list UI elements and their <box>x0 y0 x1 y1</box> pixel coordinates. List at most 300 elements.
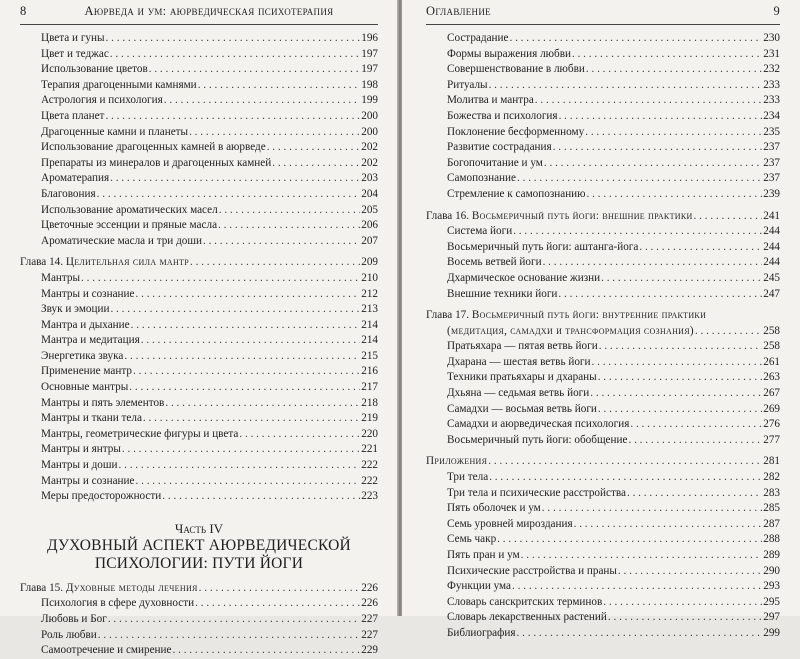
chapter-page: 258 <box>763 324 780 337</box>
leader-dots <box>599 339 763 355</box>
toc-entry <box>426 548 780 564</box>
toc-entry-title: Молитва и мантра <box>447 94 534 107</box>
toc-entry-title: Словарь лекарственных растений <box>447 611 607 624</box>
toc-entry-page: 199 <box>361 94 378 107</box>
toc-entry <box>20 156 378 172</box>
toc-entry <box>20 171 378 187</box>
leader-dots <box>195 596 360 612</box>
toc-entry <box>20 489 378 505</box>
toc-entry-page: 200 <box>361 125 378 138</box>
toc-entry-page: 230 <box>763 32 780 44</box>
leader-dots <box>598 402 762 418</box>
toc-entry-page: 258 <box>763 340 780 353</box>
leader-dots <box>136 474 361 490</box>
toc-entry-page: 239 <box>763 187 780 200</box>
toc-entry-page: 235 <box>763 125 780 138</box>
chapter-page: 241 <box>763 209 780 222</box>
toc-entry <box>20 31 378 47</box>
page-number: 8 <box>20 4 27 18</box>
toc-entry <box>20 442 378 458</box>
toc-entry <box>20 318 378 334</box>
leader-dots <box>239 427 360 443</box>
toc-entry-page: 237 <box>763 172 780 185</box>
toc-entry-page: 232 <box>763 63 780 76</box>
toc-entry-title: Семь уровней мироздания <box>447 517 573 530</box>
leader-dots <box>618 564 762 580</box>
leader-dots <box>513 224 762 240</box>
leader-dots <box>512 579 762 595</box>
toc-entry <box>20 187 378 203</box>
leader-dots <box>559 109 763 125</box>
leader-dots <box>199 581 361 597</box>
toc-entry-title: Использование драгоценных камней в аюрведе <box>41 141 266 154</box>
part-heading <box>20 521 378 573</box>
part-label: Часть IV <box>174 520 224 536</box>
leader-dots <box>585 125 762 141</box>
toc-entry <box>426 355 780 371</box>
toc-entry <box>426 93 780 109</box>
leader-dots <box>509 31 762 47</box>
toc-entry-page: 217 <box>361 381 378 394</box>
chapter-page: 281 <box>763 455 780 468</box>
toc-entry <box>426 140 780 156</box>
leader-dots <box>553 140 763 156</box>
toc-entry-title: Использование ароматических масел <box>41 203 218 216</box>
toc-entry-title: Применение мантр <box>41 365 132 378</box>
toc-entry-title: Сострадание <box>447 32 509 44</box>
toc-entry-page: 197 <box>361 47 378 60</box>
toc-entry-page: 229 <box>361 644 378 657</box>
toc-entry <box>20 218 378 234</box>
leader-dots <box>587 187 763 203</box>
toc-entry <box>20 78 378 94</box>
leader-dots <box>586 62 762 78</box>
toc-left <box>20 31 378 659</box>
leader-dots <box>543 255 763 271</box>
leader-dots <box>106 31 361 47</box>
leader-dots <box>535 93 762 109</box>
toc-entry <box>426 595 780 611</box>
toc-entry <box>426 62 780 78</box>
toc-entry-page: 269 <box>763 402 780 415</box>
toc-entry <box>20 140 378 156</box>
toc-entry <box>426 370 780 386</box>
toc-entry-page: 277 <box>763 433 780 446</box>
leader-dots <box>173 643 361 659</box>
toc-entry-title: Ароматические масла и три доши <box>41 234 202 247</box>
right-running-header <box>426 0 780 25</box>
toc-entry <box>20 287 378 303</box>
leader-dots <box>97 187 361 203</box>
toc-entry-page: 237 <box>763 141 780 154</box>
chapter-title: Восьмеричный путь йоги: внешние практики <box>471 209 693 222</box>
running-title: Оглавление <box>426 4 491 18</box>
toc-entry-page: 276 <box>763 418 780 431</box>
left-running-header <box>20 0 378 25</box>
leader-dots <box>162 489 360 505</box>
toc-entry-title: Пять оболочек и ум <box>447 502 541 515</box>
toc-entry-title: Развитие сострадания <box>447 141 552 154</box>
toc-entry-title: Психические расстройства и праны <box>447 564 617 577</box>
toc-entry-title: Самопознание <box>447 172 516 185</box>
toc-entry-page: 285 <box>763 502 780 515</box>
toc-entry-title: Основные мантры <box>41 381 129 394</box>
leader-dots <box>143 411 360 427</box>
chapter-heading <box>20 255 378 271</box>
chapter-heading <box>426 308 780 339</box>
toc-entry-page: 299 <box>763 626 780 639</box>
toc-entry <box>20 234 378 250</box>
toc-entry-title: Ароматерапия <box>41 172 110 185</box>
leader-dots <box>572 47 762 63</box>
leader-dots <box>119 458 361 474</box>
leader-dots <box>133 364 360 380</box>
toc-entry-page: 202 <box>361 156 378 169</box>
running-title: Аюрведа и ум: аюрведическая психотерапия <box>84 4 334 18</box>
toc-entry <box>426 187 780 203</box>
chapter-prefix: Глава 16. <box>426 209 470 222</box>
toc-entry-title: Препараты из минералов и драгоценных камней <box>41 156 272 169</box>
toc-entry-page: 226 <box>361 597 378 610</box>
toc-entry-title: Самадхи и аюрведическая психология <box>447 418 630 431</box>
toc-entry <box>426 433 780 449</box>
toc-entry <box>20 380 378 396</box>
toc-entry-page: 282 <box>763 471 780 484</box>
toc-entry-title: Семь чакр <box>447 533 497 546</box>
leader-dots <box>489 470 762 486</box>
leader-dots <box>110 302 360 318</box>
toc-entry-title: Роль любви <box>41 628 97 641</box>
leader-dots <box>190 255 360 271</box>
leader-dots <box>136 287 361 303</box>
leader-dots <box>165 396 360 412</box>
toc-entry <box>20 302 378 318</box>
toc-entry-title: Библиография <box>447 626 516 639</box>
toc-entry-page: 214 <box>361 318 378 331</box>
toc-entry-title: Стремление к самопознанию <box>447 187 586 200</box>
chapter-heading <box>20 581 378 597</box>
toc-entry-title: Цвета и гуны <box>41 32 105 44</box>
toc-entry-page: 263 <box>763 371 780 384</box>
toc-entry <box>426 171 780 187</box>
leader-dots <box>590 386 762 402</box>
toc-entry <box>426 626 780 642</box>
toc-entry-page: 200 <box>361 109 378 122</box>
toc-entry-page: 244 <box>763 240 780 253</box>
toc-entry <box>20 427 378 443</box>
toc-entry <box>20 93 378 109</box>
part-title-line-1: ДУХОВНЫЙ АСПЕКТ АЮРВЕДИЧЕСКОЙ <box>47 536 351 554</box>
leader-dots <box>122 442 360 458</box>
toc-entry-title: Звук и эмоции <box>41 303 110 316</box>
toc-entry-page: 212 <box>361 287 378 300</box>
leader-dots <box>198 78 361 94</box>
toc-entry-title: Цвета планет <box>41 109 105 122</box>
chapter-heading <box>426 209 780 225</box>
toc-entry-title: Астрология и психология <box>41 94 163 107</box>
leader-dots <box>517 171 762 187</box>
leader-dots <box>592 355 763 371</box>
toc-section <box>20 596 378 658</box>
toc-entry-title: Внешние техники йоги <box>447 287 558 300</box>
toc-entry-page: 283 <box>763 486 780 499</box>
toc-entry <box>20 364 378 380</box>
toc-entry-title: Цвет и теджас <box>41 47 109 60</box>
toc-entry-title: Поклонение бесформенному <box>447 125 585 138</box>
toc-entry-page: 205 <box>361 203 378 216</box>
toc-entry <box>426 610 780 626</box>
toc-entry-page: 288 <box>763 533 780 546</box>
toc-entry-title: Психология в сфере духовности <box>41 597 195 610</box>
leader-dots <box>164 93 360 109</box>
leader-dots <box>542 501 762 517</box>
leader-dots <box>695 324 762 340</box>
toc-entry <box>20 271 378 287</box>
toc-entry-page: 196 <box>361 32 378 44</box>
toc-entry-page: 220 <box>361 427 378 440</box>
toc-entry <box>20 47 378 63</box>
leader-dots <box>124 349 360 365</box>
toc-entry-title: Ритуалы <box>447 78 488 91</box>
left-page <box>0 0 398 657</box>
toc-entry-page: 287 <box>763 517 780 530</box>
toc-entry-title: Восьмеричный путь йоги: аштанга-йога <box>447 240 639 253</box>
toc-entry-title: Дхармическое основание жизни <box>447 271 601 284</box>
toc-entry-title: Мантры и доши <box>41 459 118 472</box>
toc-entry-page: 222 <box>361 474 378 487</box>
toc-entry <box>20 628 378 644</box>
leader-dots <box>521 548 763 564</box>
toc-entry-title: Использование цветов <box>41 63 148 76</box>
toc-entry-page: 216 <box>361 365 378 378</box>
toc-entry <box>426 579 780 595</box>
toc-entry-title: Мантры и янтры <box>41 443 121 456</box>
toc-section <box>426 224 780 302</box>
toc-entry-title: Восемь ветвей йоги <box>447 256 542 269</box>
toc-entry-page: 245 <box>763 271 780 284</box>
toc-entry <box>426 386 780 402</box>
toc-right <box>426 31 780 642</box>
leader-dots <box>218 218 360 234</box>
toc-entry <box>20 62 378 78</box>
toc-entry <box>20 643 378 659</box>
toc-entry <box>426 156 780 172</box>
toc-entry-page: 244 <box>763 225 780 238</box>
toc-entry-page: 233 <box>763 78 780 91</box>
toc-entry-page: 261 <box>763 355 780 368</box>
toc-entry <box>20 349 378 365</box>
toc-entry-page: 247 <box>763 287 780 300</box>
leader-dots <box>105 109 360 125</box>
leader-dots <box>149 62 360 78</box>
toc-entry-page: 237 <box>763 156 780 169</box>
toc-entry-title: Дхарана — шестая ветвь йоги <box>447 355 591 368</box>
toc-entry-page: 231 <box>763 47 780 60</box>
leader-dots <box>574 517 763 533</box>
toc-entry-page: 198 <box>361 78 378 91</box>
toc-entry-title: Драгоценные камни и планеты <box>41 125 189 138</box>
toc-entry-page: 206 <box>361 219 378 232</box>
chapter-title: Приложения <box>426 455 488 468</box>
toc-entry-title: Дхьяна — седьмая ветвь йоги <box>447 387 590 400</box>
toc-entry-page: 204 <box>361 187 378 200</box>
toc-entry-title: Богопочитание и ум <box>447 156 543 169</box>
toc-entry-page: 219 <box>361 412 378 425</box>
toc-entry <box>20 458 378 474</box>
leader-dots <box>639 240 762 256</box>
leader-dots <box>189 125 360 141</box>
toc-entry-title: Цветочные эссенции и пряные масла <box>41 219 218 232</box>
toc-entry-title: Мантры и сознание <box>41 287 135 300</box>
toc-entry-title: Словарь санскритских терминов <box>447 595 603 608</box>
toc-entry-page: 290 <box>763 564 780 577</box>
toc-entry-title: Совершенствование в любви <box>447 63 585 76</box>
leader-dots <box>608 610 762 626</box>
toc-entry-page: 222 <box>361 459 378 472</box>
chapter-prefix: Глава 14. <box>20 256 64 269</box>
leader-dots <box>601 271 762 287</box>
toc-entry-title: Мантры <box>41 271 81 284</box>
leader-dots <box>203 234 360 250</box>
toc-entry <box>20 333 378 349</box>
toc-section <box>20 271 378 505</box>
toc-entry-page: 244 <box>763 256 780 269</box>
toc-section <box>20 31 378 249</box>
toc-entry-title: Энергетика звука <box>41 349 124 362</box>
leader-dots <box>267 140 361 156</box>
leader-dots <box>110 47 360 63</box>
toc-entry-title: Любовь и Бог <box>41 613 107 625</box>
leader-dots <box>628 433 762 449</box>
toc-entry-page: 293 <box>763 580 780 593</box>
leader-dots <box>488 454 762 470</box>
leader-dots <box>129 380 360 396</box>
toc-entry <box>426 287 780 303</box>
toc-entry-title: Пять пран и ум <box>447 549 520 561</box>
toc-entry <box>426 109 780 125</box>
toc-entry-title: Три тела и психические расстройства <box>447 486 626 499</box>
toc-entry-page: 215 <box>361 349 378 362</box>
leader-dots <box>489 78 763 94</box>
toc-entry-title: Меры предосторожности <box>41 490 162 503</box>
toc-entry <box>20 596 378 612</box>
leader-dots <box>110 171 360 187</box>
leader-dots <box>141 333 360 349</box>
toc-entry-page: 297 <box>763 611 780 624</box>
toc-entry <box>426 470 780 486</box>
toc-entry-page: 218 <box>361 396 378 409</box>
toc-entry <box>426 532 780 548</box>
chapter-title: Восьмеричный путь йоги: внутренние практики <box>471 309 707 322</box>
toc-entry-title: Мантры и ткани тела <box>41 412 142 425</box>
toc-entry-page: 197 <box>361 63 378 76</box>
chapter-page: 226 <box>361 581 378 594</box>
leader-dots <box>108 612 360 628</box>
leader-dots <box>272 156 360 172</box>
toc-entry-page: 221 <box>361 443 378 456</box>
leader-dots <box>517 626 763 642</box>
toc-entry-page: 289 <box>763 549 780 561</box>
toc-entry <box>426 501 780 517</box>
chapter-prefix: Глава 15. <box>20 581 64 594</box>
toc-entry-page: 214 <box>361 334 378 347</box>
leader-dots <box>81 271 360 287</box>
toc-entry-page: 210 <box>361 271 378 284</box>
leader-dots <box>603 595 762 611</box>
toc-entry-title: Три тела <box>447 471 489 484</box>
toc-entry-page: 213 <box>361 303 378 316</box>
toc-entry-page: 267 <box>763 387 780 400</box>
toc-entry <box>20 411 378 427</box>
toc-entry <box>426 417 780 433</box>
leader-dots <box>558 287 762 303</box>
toc-entry <box>20 125 378 141</box>
toc-entry-title: Мантры и пять элементов <box>41 396 165 409</box>
toc-entry <box>426 564 780 580</box>
toc-entry-title: Терапия драгоценными камнями <box>41 78 197 91</box>
toc-entry-title: Система йоги <box>447 225 513 238</box>
toc-entry-title: Мантра и медитация <box>41 334 140 347</box>
toc-entry-page: 207 <box>361 234 378 247</box>
toc-entry <box>20 203 378 219</box>
toc-entry <box>426 339 780 355</box>
leader-dots <box>219 203 361 219</box>
toc-entry <box>426 517 780 533</box>
toc-entry-title: Мантра и дыхание <box>41 318 130 331</box>
toc-entry-page: 227 <box>361 628 378 641</box>
toc-entry-title: Формы выражения любви <box>447 47 571 60</box>
chapter-title: Духовные методы лечения <box>65 581 198 594</box>
toc-entry <box>20 612 378 628</box>
toc-entry-title: Самоотречение и смирение <box>41 644 172 657</box>
toc-entry-page: 202 <box>361 141 378 154</box>
toc-entry-title: Мантры и сознание <box>41 474 135 487</box>
toc-entry <box>20 109 378 125</box>
leader-dots <box>598 370 763 386</box>
toc-entry-title: Самадхи — восьмая ветвь йоги <box>447 402 597 415</box>
chapter-prefix: Глава 17. <box>426 309 470 322</box>
page-number: 9 <box>773 4 780 18</box>
toc-entry <box>426 486 780 502</box>
leader-dots <box>98 628 360 644</box>
right-page <box>402 0 800 639</box>
toc-entry <box>426 402 780 418</box>
part-title-line-2: ПСИХОЛОГИИ: ПУТИ ЙОГИ <box>94 554 304 572</box>
leader-dots <box>131 318 361 334</box>
toc-entry <box>426 271 780 287</box>
leader-dots <box>544 156 762 172</box>
toc-entry-title: Мантры, геометрические фигуры и цвета <box>41 427 239 440</box>
toc-entry <box>20 474 378 490</box>
toc-entry-title: Восьмеричный путь йоги: обобщение <box>447 433 628 446</box>
toc-section <box>426 339 780 448</box>
leader-dots <box>497 532 762 548</box>
toc-entry <box>426 47 780 63</box>
toc-entry <box>426 125 780 141</box>
toc-entry-page: 234 <box>763 109 780 122</box>
toc-entry <box>426 31 780 47</box>
toc-entry-page: 203 <box>361 172 378 185</box>
toc-entry-title: Техники пратьяхары и дхараны <box>447 371 597 384</box>
toc-entry-page: 233 <box>763 94 780 107</box>
leader-dots <box>630 417 762 433</box>
toc-entry-page: 227 <box>361 613 378 625</box>
chapter-subtitle: (медитация, самадхи и трансформация сознания) <box>447 324 694 337</box>
toc-entry <box>426 255 780 271</box>
toc-entry-title: Благовония <box>41 187 96 200</box>
toc-entry <box>426 78 780 94</box>
toc-entry-title: Божества и психология <box>447 109 558 122</box>
